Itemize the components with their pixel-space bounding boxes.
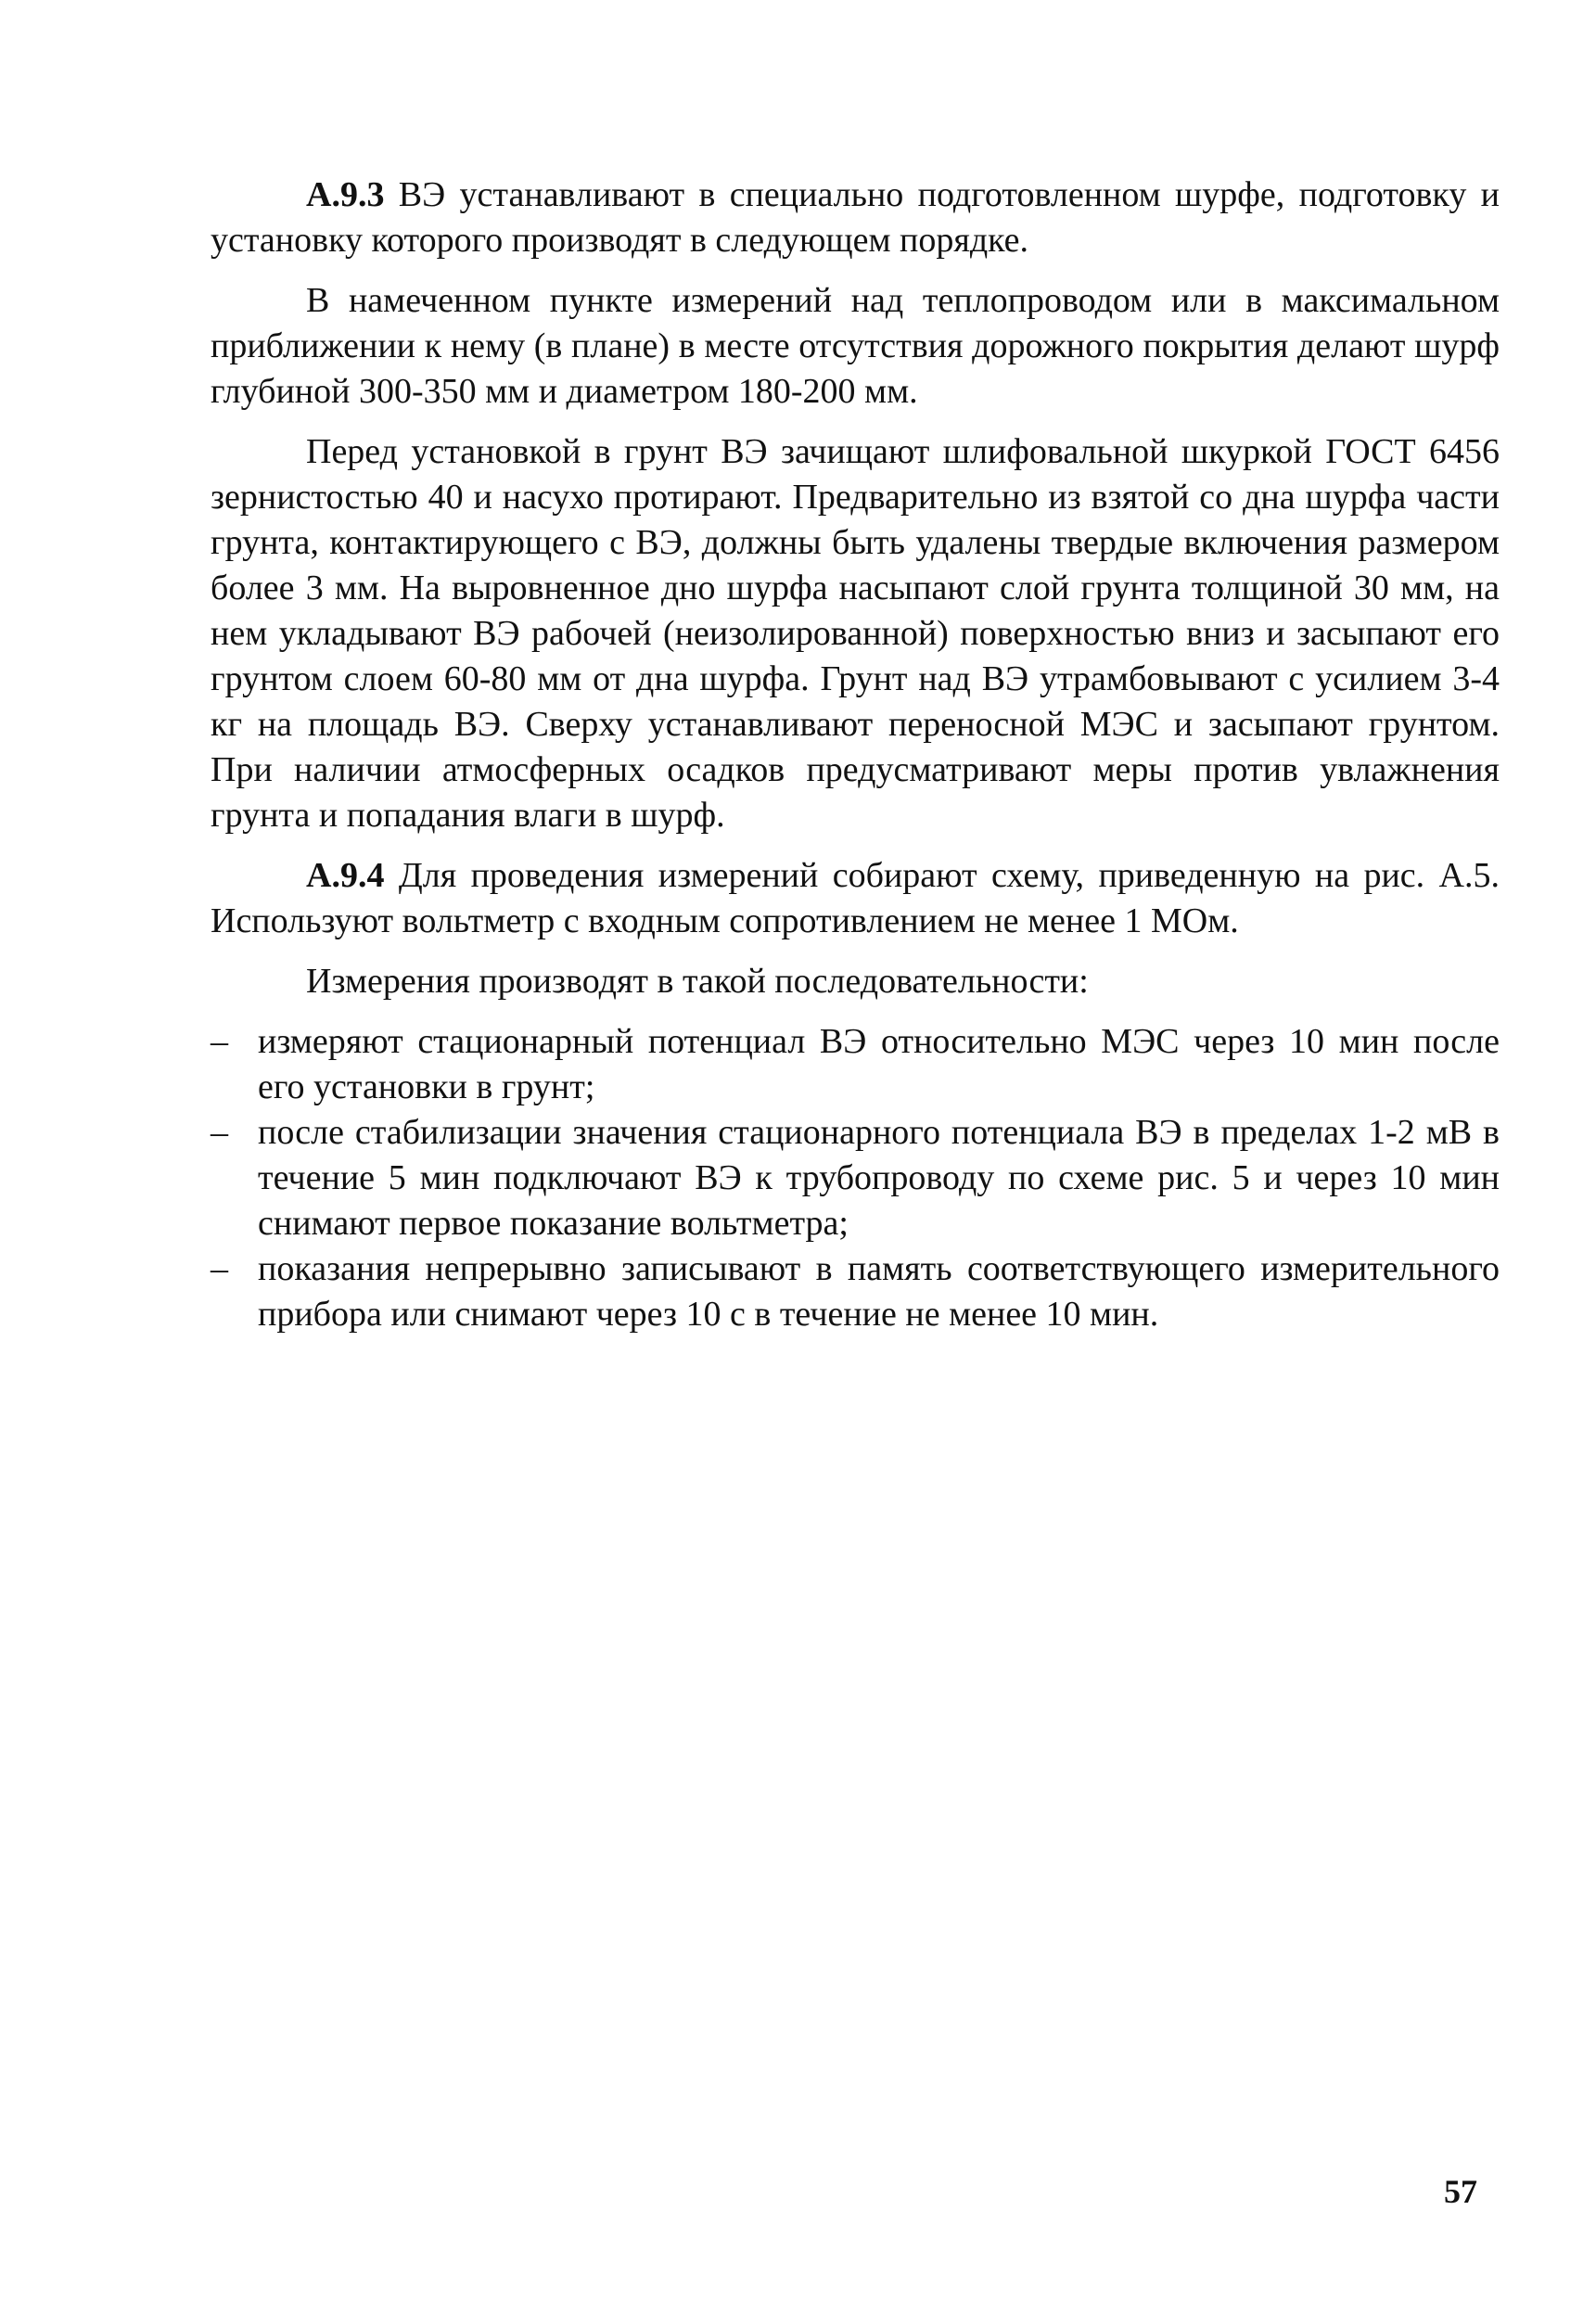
page-number: 57 — [1444, 2173, 1477, 2210]
dash-marker: – — [211, 1113, 228, 1152]
list-item-text: измеряют стационарный потенциал ВЭ относительно МЭС через 10 мин после его установки в грунт; — [258, 1022, 1500, 1106]
paragraph-sequence-intro-text: Измерения производят в такой последовательности: — [306, 962, 1089, 1001]
list-item — [211, 1246, 1500, 1337]
list-item-text: показания непрерывно записывают в память соответствующего измерительного прибора или снимают через 10 с в течение не менее 10 мин. — [258, 1249, 1500, 1334]
paragraph-a94-text: Для проведения измерений собирают схему, приведенную на рис. А.5. Используют вольтметр с входным сопротивлением не менее 1 МОм. — [211, 856, 1500, 940]
paragraph-a93 — [211, 172, 1500, 263]
list-item — [211, 1110, 1500, 1246]
section-label-a93: А.9.3 — [306, 175, 385, 214]
dash-marker: – — [211, 1249, 228, 1288]
paragraph-sequence-intro — [211, 959, 1500, 1004]
list-item-text: после стабилизации значения стационарного потенциала ВЭ в пределах 1-2 мВ в течение 5 мин подключают ВЭ к трубопроводу по схеме рис. 5 и через 10 мин снимают первое показание вольтметра; — [258, 1113, 1500, 1243]
list-item — [211, 1019, 1500, 1110]
paragraph-pit-location-text: В намеченном пункте измерений над теплопроводом или в максимальном приближении к нему (в плане) в месте отсутствия дорожного покрытия делают шурф глубиной 300-350 мм и диаметром 180-200 мм. — [211, 281, 1500, 411]
body-text — [211, 172, 1500, 1337]
paragraph-pit-location — [211, 278, 1500, 415]
paragraph-electrode-installation-text: Перед установкой в грунт ВЭ зачищают шлифовальной шкуркой ГОСТ 6456 зернистостью 40 и насухо протирают. Предварительно из взятой со дна шурфа части грунта, контактирующего с ВЭ, должны быть удалены твердые включения размером более 3 мм. На выровненное дно шурфа насыпают слой грунта толщиной 30 мм, на нем укладывают ВЭ рабочей (неизолированной) поверхностью вниз и засыпают его грунтом слоем 60-80 мм от дна шурфа. Грунт над ВЭ утрамбовывают с усилием 3-4 кг на площадь ВЭ. Сверху устанавливают переносной МЭС и засыпают грунтом. При наличии атмосферных осадков предусматривают меры против увлажнения грунта и попадания влаги в шурф. — [211, 432, 1500, 835]
measurement-steps-list — [211, 1019, 1500, 1337]
paragraph-a93-text: ВЭ устанавливают в специально подготовленном шурфе, подготовку и установку которого производят в следующем порядке. — [211, 175, 1500, 260]
dash-marker: – — [211, 1022, 228, 1061]
paragraph-a94 — [211, 853, 1500, 944]
paragraph-electrode-installation — [211, 429, 1500, 838]
section-label-a94: А.9.4 — [306, 856, 385, 895]
